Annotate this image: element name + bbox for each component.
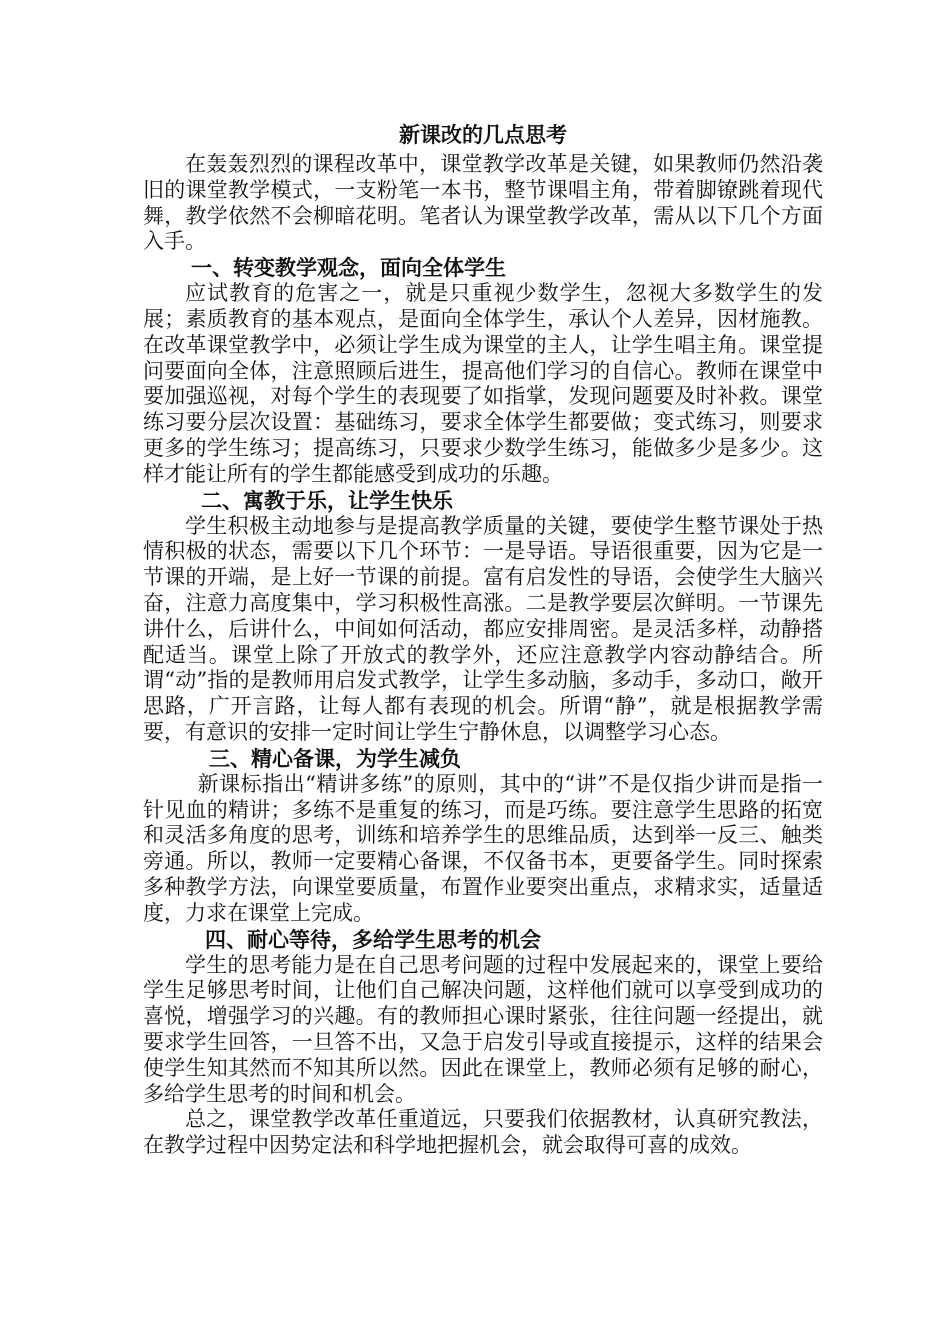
section-3-heading: 三、精心备课，为学生减负 (209, 745, 461, 771)
section-3-body: 新课标指出“精讲多练”的原则，其中的“讲”不是仅指少讲而是指一针见血的精讲；多练不是重复的练习，而是巧练。要注意学生思路的拓宽和灵活多角度的思考，训练和培养学生的思维品质，达到举一反三、触类旁通。所以，教师一定要精心备课，不仅备书本，更要备学生。同时探索多种教学方法，向课堂要质量，布置作业要突出重点，求精求实，适量适度，力求在课堂上完成。 (143, 771, 823, 925)
section-2-heading: 二、寓教于乐，让学生快乐 (201, 487, 453, 513)
document-page (143, 118, 823, 1159)
conclusion-paragraph: 总之，课堂教学改革任重道远，只要我们依据教材，认真研究教法，在教学过程中因势定法和科学地把握机会，就会取得可喜的成效。 (143, 1107, 823, 1158)
section-2-body: 学生积极主动地参与是提高教学质量的关键，要使学生整节课处于热情积极的状态，需要以下几个环节：一是导语。导语很重要，因为它是一节课的开端，是上好一节课的前提。富有启发性的导语，会使学生大脑兴奋，注意力高度集中，学习积极性高涨。二是教学要层次鲜明。一节课先讲什么，后讲什么，中间如何活动，都应安排周密。是灵活多样，动静搭配适当。课堂上除了开放式的教学外，还应注意教学内容动静结合。所谓“动”指的是教师用启发式教学，让学生多动脑，多动手，多动口，敞开思路，广开言路，让每人都有表现的机会。所谓“静”，就是根据教学需要，有意识的安排一定时间让学生宁静休息，以调整学习心态。 (143, 513, 823, 744)
intro-paragraph: 在轰轰烈烈的课程改革中，课堂教学改革是关键，如果教师仍然沿袭旧的课堂教学模式，一支粉笔一本书，整节课唱主角，带着脚镣跳着现代舞，教学依然不会柳暗花明。笔者认为课堂教学改革，需从以下几个方面入手。 (143, 152, 823, 254)
document-title: 新课改的几点思考 (399, 122, 567, 147)
section-4-body: 学生的思考能力是在自己思考问题的过程中发展起来的，课堂上要给学生足够思考时间，让他们自己解决问题，这样他们就可以享受到成功的喜悦，增强学习的兴趣。有的教师担心课时紧张，往往问题一经提出，就要求学生回答，一旦答不出，又急于启发引导或直接提示，这样的结果会使学生知其然而不知其所以然。因此在课堂上，教师必须有足够的耐心，多给学生思考的时间和机会。 (143, 952, 823, 1106)
section-4-heading: 四、耐心等待，多给学生思考的机会 (205, 926, 541, 952)
section-1-body: 应试教育的危害之一，就是只重视少数学生，忽视大多数学生的发展；素质教育的基本观点，是面向全体学生，承认个人差异，因材施教。在改革课堂教学中，必须让学生成为课堂的主人，让学生唱主角。课堂提问要面向全体，注意照顾后进生，提高他们学习的自信心。教师在课堂中要加强巡视，对每个学生的表现要了如指掌，发现问题要及时补救。课堂练习要分层次设置：基础练习，要求全体学生都要做；变式练习，则要求更多的学生练习；提高练习，只要求少数学生练习，能做多少是多少。这样才能让所有的学生都能感受到成功的乐趣。 (143, 281, 823, 486)
section-1-heading: 一、转变教学观念，面向全体学生 (191, 255, 506, 281)
